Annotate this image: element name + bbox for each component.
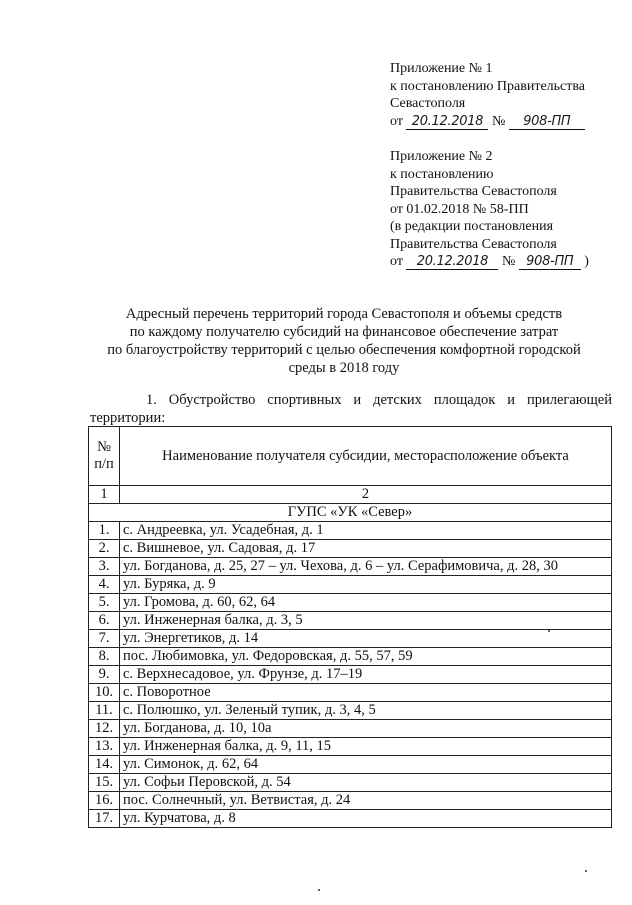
objects-table: [88, 426, 612, 828]
row-address: ул. Инженерная балка, д. 9, 11, 15: [120, 738, 612, 756]
row-address: с. Верхнесадовое, ул. Фрунзе, д. 17–19: [120, 666, 612, 684]
appendix-2-line: (в редакции постановления: [390, 219, 554, 234]
header-num: [89, 427, 120, 486]
closing-paren: ): [584, 254, 589, 269]
index-name: 2: [120, 486, 612, 504]
row-number: 9.: [89, 666, 120, 684]
row-number: 14.: [89, 756, 120, 774]
row-number: 3.: [89, 558, 120, 576]
section-line: 1. Обустройство спортивных и детских площадок и прилегающей: [146, 392, 612, 408]
title-line: по благоустройству территорий с целью обеспечения комфортной городской: [107, 342, 581, 358]
title-line: по каждому получателю субсидий на финансовое обеспечение затрат: [129, 324, 559, 340]
row-number: 16.: [89, 792, 120, 810]
table-row: [89, 774, 612, 792]
row-number: 7.: [89, 630, 120, 648]
table-row: [89, 522, 612, 540]
table-row: [89, 648, 612, 666]
from-label: от: [390, 254, 403, 269]
row-address: ул. Богданова, д. 25, 27 – ул. Чехова, д. 6 – ул. Серафимовича, д. 28, 30: [120, 558, 612, 576]
row-address: ул. Громова, д. 60, 62, 64: [120, 594, 612, 612]
appendix-1-block: [390, 60, 585, 130]
row-number: 5.: [89, 594, 120, 612]
scan-speck: [585, 870, 587, 872]
section-line: территории:: [90, 410, 166, 426]
table-header-row: [89, 427, 612, 486]
row-address: с. Поворотное: [120, 684, 612, 702]
row-address: ул. Энергетиков, д. 14: [120, 630, 612, 648]
handwritten-date: 20.12.2018: [406, 254, 498, 270]
row-number: 17.: [89, 810, 120, 828]
table-row: [89, 792, 612, 810]
row-number: 10.: [89, 684, 120, 702]
row-number: 11.: [89, 702, 120, 720]
handwritten-date: 20.12.2018: [406, 114, 488, 130]
table-row: [89, 630, 612, 648]
table-row: [89, 720, 612, 738]
table-row: [89, 738, 612, 756]
appendix-1-line: к постановлению Правительства: [390, 78, 586, 94]
row-address: ул. Инженерная балка, д. 3, 5: [120, 612, 612, 630]
handwritten-number: 908-ПП: [519, 254, 581, 270]
row-address: ул. Софьи Перовской, д. 54: [120, 774, 612, 792]
appendix-2-line: от 01.02.2018 № 58-ПП: [390, 201, 529, 217]
header-num-label: № п/п: [94, 439, 114, 472]
number-label: №: [491, 113, 506, 129]
appendix-2-date-line: [390, 253, 589, 271]
row-number: 6.: [89, 612, 120, 630]
title-line: среды в 2018 году: [288, 360, 400, 376]
table-row: [89, 810, 612, 828]
row-number: 12.: [89, 720, 120, 738]
row-address: пос. Солнечный, ул. Ветвистая, д. 24: [120, 792, 612, 810]
from-label: от: [390, 113, 403, 129]
table-row: [89, 558, 612, 576]
row-address: с. Вишневое, ул. Садовая, д. 17: [120, 540, 612, 558]
appendix-2-line: Правительства Севастополя: [390, 236, 557, 252]
row-number: 13.: [89, 738, 120, 756]
row-address: с. Андреевка, ул. Усадебная, д. 1: [120, 522, 612, 540]
row-number: 1.: [89, 522, 120, 540]
row-number: 4.: [89, 576, 120, 594]
handwritten-number: 908-ПП: [509, 114, 585, 130]
row-number: 2.: [89, 540, 120, 558]
title-line: Адресный перечень территорий города Севастополя и объемы средств: [125, 306, 563, 322]
header-name: Наименование получателя субсидии, месторасположение объекта: [120, 427, 612, 486]
index-num: 1: [89, 486, 120, 504]
appendix-2-block: [390, 148, 589, 271]
table-row: [89, 594, 612, 612]
document-title: [70, 305, 618, 377]
scan-speck: [318, 889, 320, 891]
row-address: ул. Симонок, д. 62, 64: [120, 756, 612, 774]
row-address: ул. Курчатова, д. 8: [120, 810, 612, 828]
appendix-2-line: к постановлению: [390, 166, 494, 182]
table-group-row: [89, 504, 612, 522]
table-row: [89, 702, 612, 720]
section-heading: [90, 391, 612, 427]
row-number: 15.: [89, 774, 120, 792]
row-address: ул. Буряка, д. 9: [120, 576, 612, 594]
row-address: с. Полюшко, ул. Зеленый тупик, д. 3, 4, 5: [120, 702, 612, 720]
table-row: [89, 540, 612, 558]
group-name: ГУПС «УК «Север»: [89, 504, 612, 522]
table-row: [89, 666, 612, 684]
appendix-1-date-line: [390, 113, 585, 131]
appendix-2-line: Правительства Севастополя: [390, 184, 557, 199]
row-address: пос. Любимовка, ул. Федоровская, д. 55, 57, 59: [120, 648, 612, 666]
scan-speck: [548, 630, 550, 632]
table-index-row: [89, 486, 612, 504]
table-row: [89, 756, 612, 774]
row-number: 8.: [89, 648, 120, 666]
appendix-1-line: Севастополя: [390, 96, 466, 111]
table-row: [89, 612, 612, 630]
table-row: [89, 576, 612, 594]
appendix-2-line: Приложение № 2: [390, 149, 493, 164]
table-row: [89, 684, 612, 702]
number-label: №: [501, 254, 516, 269]
appendix-1-line: Приложение № 1: [390, 61, 493, 76]
row-address: ул. Богданова, д. 10, 10а: [120, 720, 612, 738]
